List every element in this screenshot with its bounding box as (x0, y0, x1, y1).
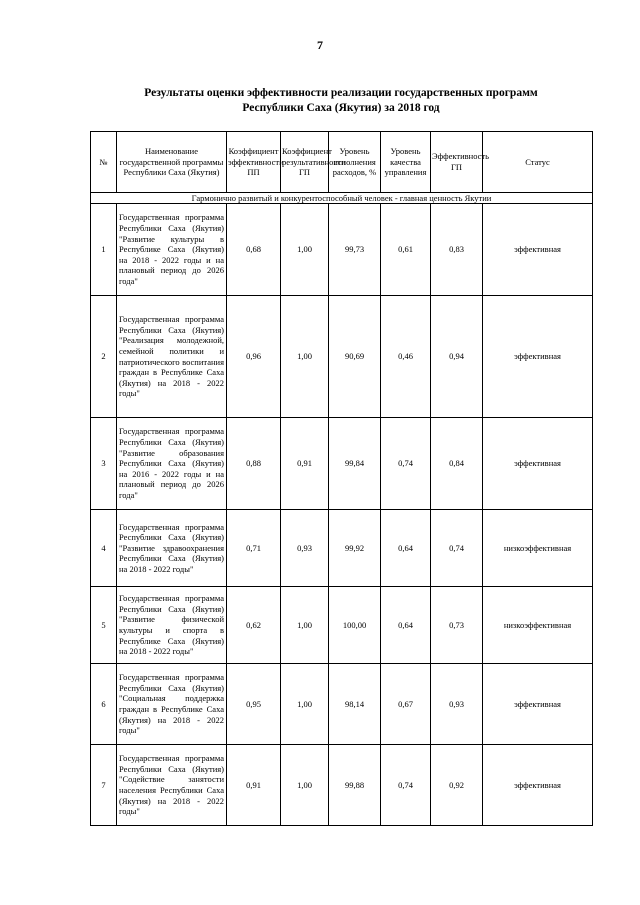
efficiency-value: 0,83 (431, 204, 483, 296)
status-value: эффективная (483, 745, 593, 826)
spend-value: 99,73 (329, 204, 381, 296)
table-row (91, 587, 593, 664)
quality-value: 0,61 (381, 204, 431, 296)
quality-value: 0,64 (381, 587, 431, 664)
table-row (91, 745, 593, 826)
coef-res-value: 1,00 (281, 587, 329, 664)
program-name: Государственная программа Республики Саха (Якутия) "Развитие образования Республики Саха (Якутия) на 2016 - 2022 годы и на плановый период до 2026 года" (117, 418, 227, 510)
coef-eff-value: 0,71 (227, 510, 281, 587)
coef-res-value: 0,91 (281, 418, 329, 510)
page-number: 7 (317, 38, 323, 52)
spend-value: 99,84 (329, 418, 381, 510)
row-number: 5 (91, 587, 117, 664)
efficiency-value: 0,73 (431, 587, 483, 664)
title-line-1: Результаты оценки эффективности реализации государственных программ (144, 87, 538, 99)
table-row (91, 510, 593, 587)
quality-value: 0,67 (381, 664, 431, 745)
coef-eff-value: 0,91 (227, 745, 281, 826)
spend-value: 90,69 (329, 296, 381, 418)
program-name: Государственная программа Республики Саха (Якутия) "Реализация молодежной, семейной политики и патриотического воспитания граждан в Республике Саха (Якутия) на 2018 - 2022 годы" (117, 296, 227, 418)
spend-value: 98,14 (329, 664, 381, 745)
header-efficiency: Эффективность ГП (431, 132, 483, 193)
coef-res-value: 1,00 (281, 664, 329, 745)
row-number: 3 (91, 418, 117, 510)
title-line-2: Республики Саха (Якутия) за 2018 год (242, 102, 440, 114)
coef-res-value: 1,00 (281, 745, 329, 826)
coef-eff-value: 0,62 (227, 587, 281, 664)
coef-res-value: 1,00 (281, 204, 329, 296)
program-name: Государственная программа Республики Саха (Якутия) "Развитие здравоохранения Республики Саха (Якутия) на 2018 - 2022 годы" (117, 510, 227, 587)
row-number: 7 (91, 745, 117, 826)
efficiency-value: 0,94 (431, 296, 483, 418)
table-row (91, 296, 593, 418)
section-title: Гармонично развитый и конкурентоспособный человек - главная ценность Якутии (91, 193, 593, 204)
header-coef-res: Коэффициент результативности ГП (281, 132, 329, 193)
header-row (91, 132, 593, 193)
program-name: Государственная программа Республики Саха (Якутия) "Социальная поддержка граждан в Республике Саха (Якутия) на 2018 - 2022 годы" (117, 664, 227, 745)
efficiency-value: 0,74 (431, 510, 483, 587)
program-name: Государственная программа Республики Саха (Якутия) "Развитие культуры в Республике Саха (Якутия) на 2018 - 2022 годы и на плановый период до 2026 года" (117, 204, 227, 296)
document-title (90, 86, 592, 116)
coef-res-value: 0,93 (281, 510, 329, 587)
table-row (91, 204, 593, 296)
header-num: № (91, 132, 117, 193)
status-value: низкоэффективная (483, 510, 593, 587)
spend-value: 99,88 (329, 745, 381, 826)
coef-eff-value: 0,68 (227, 204, 281, 296)
row-number: 1 (91, 204, 117, 296)
header-coef-eff: Коэффициент эффективности ПП (227, 132, 281, 193)
quality-value: 0,74 (381, 418, 431, 510)
row-number: 2 (91, 296, 117, 418)
quality-value: 0,74 (381, 745, 431, 826)
efficiency-value: 0,92 (431, 745, 483, 826)
status-value: эффективная (483, 664, 593, 745)
spend-value: 99,92 (329, 510, 381, 587)
section-row (91, 193, 593, 204)
row-number: 4 (91, 510, 117, 587)
header-spend: Уровень исполнения расходов, % (329, 132, 381, 193)
spend-value: 100,00 (329, 587, 381, 664)
status-value: эффективная (483, 204, 593, 296)
program-name: Государственная программа Республики Саха (Якутия) "Развитие физической культуры и спорта в Республике Саха (Якутия) на 2018 - 2022 годы" (117, 587, 227, 664)
efficiency-value: 0,93 (431, 664, 483, 745)
header-name: Наименование государственной программы Республики Саха (Якутия) (117, 132, 227, 193)
results-table (90, 131, 593, 826)
program-name: Государственная программа Республики Саха (Якутия) "Содействие занятости населения Республики Саха (Якутия) на 2018 - 2022 годы" (117, 745, 227, 826)
coef-eff-value: 0,88 (227, 418, 281, 510)
coef-eff-value: 0,96 (227, 296, 281, 418)
header-quality: Уровень качества управления (381, 132, 431, 193)
header-status: Статус (483, 132, 593, 193)
status-value: эффективная (483, 418, 593, 510)
quality-value: 0,46 (381, 296, 431, 418)
status-value: эффективная (483, 296, 593, 418)
table-row (91, 664, 593, 745)
coef-res-value: 1,00 (281, 296, 329, 418)
row-number: 6 (91, 664, 117, 745)
table-row (91, 418, 593, 510)
coef-eff-value: 0,95 (227, 664, 281, 745)
quality-value: 0,64 (381, 510, 431, 587)
efficiency-value: 0,84 (431, 418, 483, 510)
status-value: низкоэффективная (483, 587, 593, 664)
